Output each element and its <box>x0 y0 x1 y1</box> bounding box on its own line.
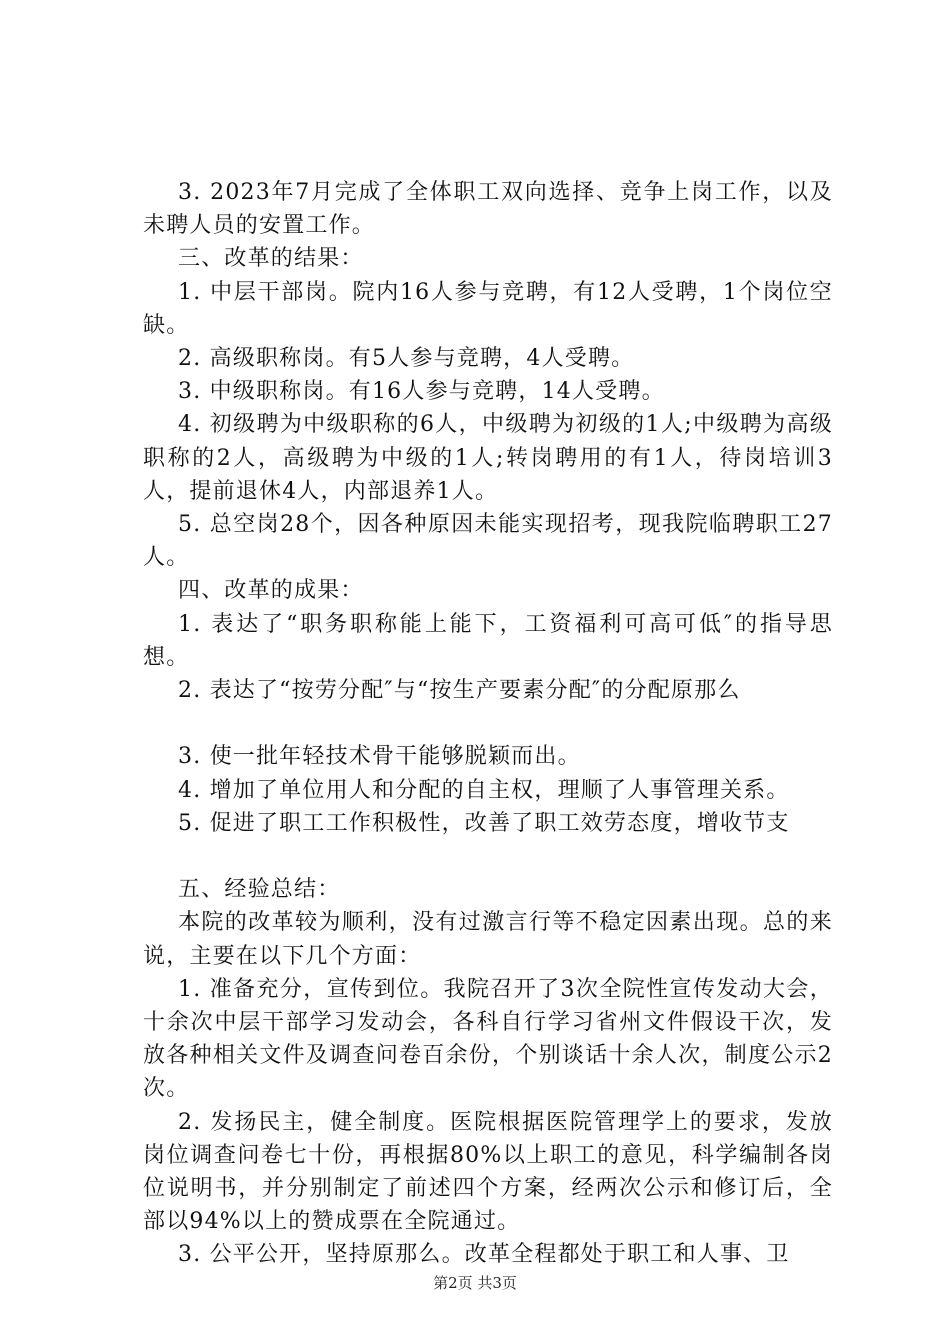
paragraph-achievements-5: 5. 促进了职工工作积极性，改善了职工效劳态度，增收节支 <box>178 810 790 836</box>
paragraph-achievements-4: 4. 增加了单位用人和分配的自主权，理顺了人事管理关系。 <box>178 777 790 803</box>
paragraph-experience-intro: 本院的改革较为顺利，没有过激言行等不稳定因素出现。总的来说，主要在以下几个方面： <box>143 910 833 969</box>
section-heading-results: 三、改革的结果： <box>178 246 364 272</box>
paragraph-results-2: 2. 高级职称岗。有5人参与竞聘，4人受聘。 <box>178 346 635 372</box>
section-heading-achievements: 四、改革的成果： <box>178 578 364 604</box>
paragraph-results-5: 5. 总空岗28个，因各种原因未能实现招考，现我院临聘职工27人。 <box>143 512 833 571</box>
paragraph-results-4: 4. 初级聘为中级职称的6人，中级聘为初级的1人;中级聘为高级职称的2人，高级聘为中级的1人;转岗聘用的有1人，待岗培训3人，提前退休4人，内部退养1人。 <box>143 412 833 504</box>
paragraph-experience-2: 2. 发扬民主，健全制度。医院根据医院管理学上的要求，发放岗位调查问卷七十份，再根据80%以上职工的意见，科学编制各岗位说明书，并分别制定了前述四个方案，经两次公示和修订后，全部以94%以上的赞成票在全院通过。 <box>143 1109 833 1235</box>
document-body <box>143 176 833 1272</box>
paragraph-achievements-2: 2. 表达了“按劳分配″与“按生产要素分配″的分配原那么 <box>178 678 741 704</box>
paragraph-experience-3: 3. 公平公开，坚持原那么。改革全程都处于职工和人事、卫 <box>178 1242 790 1268</box>
section-heading-experience: 五、经验总结： <box>178 877 341 903</box>
paragraph-1: 3. 2023年7月完成了全体职工双向选择、竞争上岗工作，以及未聘人员的安置工作。 <box>143 180 833 239</box>
paragraph-achievements-3: 3. 使一批年轻技术骨干能够脱颖而出。 <box>178 744 581 770</box>
paragraph-results-1: 1. 中层干部岗。院内16人参与竞聘，有12人受聘，1个岗位空缺。 <box>143 279 833 338</box>
paragraph-results-3: 3. 中级职称岗。有16人参与竞聘，14人受聘。 <box>178 379 665 405</box>
page-number-footer: 第2页 共3页 <box>433 1274 517 1292</box>
paragraph-experience-1: 1. 准备充分，宣传到位。我院召开了3次全院性宣传发动大会，十余次中层干部学习发动会，各科自行学习省州文件假设干次，发放各种相关文件及调查问卷百余份，个别谈话十余人次，制度公示2次。 <box>143 976 833 1102</box>
paragraph-achievements-1: 1. 表达了“职务职称能上能下，工资福利可高可低″的指导思想。 <box>143 611 833 670</box>
